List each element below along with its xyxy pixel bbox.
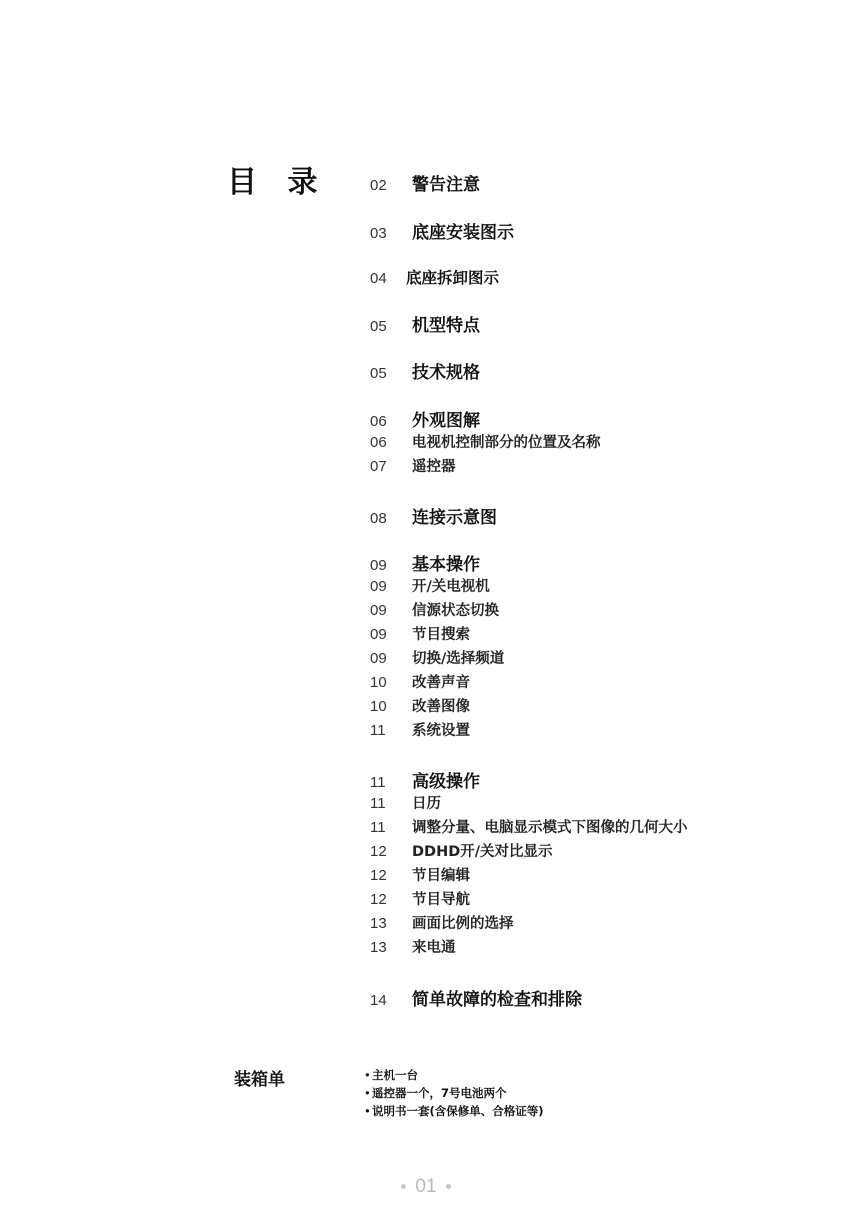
toc-entry-page: 09 xyxy=(370,578,387,595)
toc-entry[interactable] xyxy=(370,985,582,1010)
toc-entry[interactable] xyxy=(370,455,456,476)
toc-entry-page: 12 xyxy=(370,843,387,860)
toc-entry-title: 开/关电视机 xyxy=(412,579,490,595)
toc-entry-title: 改善声音 xyxy=(412,675,470,691)
toc-entry-page: 14 xyxy=(370,992,387,1009)
packing-list xyxy=(364,1066,544,1120)
toc-entry-page: 05 xyxy=(370,318,387,335)
toc-entry-title: 警告注意 xyxy=(412,175,480,195)
toc-entry-page: 11 xyxy=(370,774,386,791)
toc-entry-title: 外观图解 xyxy=(412,411,480,431)
packing-item-text: 主机一台 xyxy=(372,1068,418,1082)
toc-entry-title: 画面比例的选择 xyxy=(412,916,514,932)
bullet-icon: • xyxy=(364,1104,371,1118)
toc-entry-title: 改善图像 xyxy=(412,699,470,715)
toc-entry[interactable] xyxy=(370,912,514,933)
toc-entry[interactable] xyxy=(370,671,470,692)
toc-entry-page: 10 xyxy=(370,674,387,691)
packing-list-item xyxy=(364,1066,544,1084)
toc-entry-title: 电视机控制部分的位置及名称 xyxy=(412,435,601,451)
toc-entry[interactable] xyxy=(370,358,480,383)
toc-entry-page: 10 xyxy=(370,698,387,715)
toc-entry[interactable] xyxy=(370,575,490,596)
toc-entry[interactable] xyxy=(370,431,601,452)
toc-entry-page: 03 xyxy=(370,225,387,242)
toc-entry[interactable] xyxy=(370,719,470,740)
toc-entry-page: 11 xyxy=(370,795,386,812)
toc-entry-title: 节目导航 xyxy=(412,892,470,908)
toc-entry-page: 08 xyxy=(370,510,387,527)
toc-entry[interactable] xyxy=(370,864,470,885)
toc-entry-title: 调整分量、电脑显示模式下图像的几何大小 xyxy=(412,820,688,836)
page-number-text: 01 xyxy=(415,1176,437,1197)
toc-entry[interactable] xyxy=(370,311,480,336)
bullet-icon: • xyxy=(364,1086,371,1100)
toc-entry[interactable] xyxy=(370,599,499,620)
toc-entry[interactable] xyxy=(370,266,499,288)
toc-entry[interactable] xyxy=(370,623,470,644)
toc-entry-page: 06 xyxy=(370,434,387,451)
toc-entry[interactable] xyxy=(370,695,470,716)
toc-entry-title: 基本操作 xyxy=(412,555,480,575)
toc-entry[interactable] xyxy=(370,816,688,837)
toc-entry-page: 09 xyxy=(370,557,387,574)
toc-entry-title: 遥控器 xyxy=(412,459,456,475)
toc-entry[interactable] xyxy=(370,767,480,792)
toc-entry-title: 日历 xyxy=(412,796,441,812)
dot-icon xyxy=(446,1184,451,1189)
toc-entry-page: 13 xyxy=(370,915,387,932)
toc-entry-title: 简单故障的检查和排除 xyxy=(412,990,582,1010)
toc-entry-page: 09 xyxy=(370,602,387,619)
toc-entry-page: 11 xyxy=(370,819,386,836)
toc-entry-title: 机型特点 xyxy=(412,316,480,336)
toc-entry-page: 13 xyxy=(370,939,387,956)
toc-entry-page: 12 xyxy=(370,867,387,884)
toc-entry-title: DDHD开/关对比显示 xyxy=(412,844,553,860)
toc-entry-title: 节目编辑 xyxy=(412,868,470,884)
toc-entry[interactable] xyxy=(370,406,480,431)
toc-entry-page: 09 xyxy=(370,650,387,667)
toc-entry-title: 底座安装图示 xyxy=(412,223,514,243)
toc-entry-page: 04 xyxy=(370,270,387,287)
toc-entry-page: 02 xyxy=(370,177,387,194)
toc-entry[interactable] xyxy=(370,792,441,813)
toc-entry-title: 来电通 xyxy=(412,940,456,956)
packing-list-item xyxy=(364,1084,544,1102)
toc-entry-page: 12 xyxy=(370,891,387,908)
toc-title: 目 录 xyxy=(227,165,328,200)
toc-entry[interactable] xyxy=(370,170,480,195)
toc-entry-title: 切换/选择频道 xyxy=(412,651,505,667)
toc-entry[interactable] xyxy=(370,840,553,861)
dot-icon xyxy=(401,1184,406,1189)
toc-entry-page: 06 xyxy=(370,413,387,430)
toc-entry[interactable] xyxy=(370,888,470,909)
toc-entry-title: 底座拆卸图示 xyxy=(406,269,500,287)
toc-entry[interactable] xyxy=(370,218,514,243)
toc-entry-title: 连接示意图 xyxy=(412,508,497,528)
toc-entry[interactable] xyxy=(370,936,456,957)
bullet-icon: • xyxy=(364,1068,371,1082)
packing-list-item xyxy=(364,1102,544,1120)
toc-entry[interactable] xyxy=(370,503,497,528)
toc-entry-page: 07 xyxy=(370,458,387,475)
toc-entry[interactable] xyxy=(370,550,480,575)
toc-entry-title: 系统设置 xyxy=(412,723,470,739)
toc-entry-title: 节目搜索 xyxy=(412,627,470,643)
toc-entry-page: 09 xyxy=(370,626,387,643)
toc-entry-page: 05 xyxy=(370,365,387,382)
packing-item-text: 遥控器一个，7号电池两个 xyxy=(372,1086,507,1100)
page-number xyxy=(0,1176,852,1198)
toc-entry[interactable] xyxy=(370,647,504,668)
toc-entry-title: 信源状态切换 xyxy=(412,603,499,619)
toc-entry-title: 高级操作 xyxy=(412,772,480,792)
toc-entry-title: 技术规格 xyxy=(412,363,480,383)
packing-list-title: 装箱单 xyxy=(234,1070,285,1090)
toc-entry-page: 11 xyxy=(370,722,386,739)
packing-item-text: 说明书一套(含保修单、合格证等) xyxy=(372,1104,544,1118)
